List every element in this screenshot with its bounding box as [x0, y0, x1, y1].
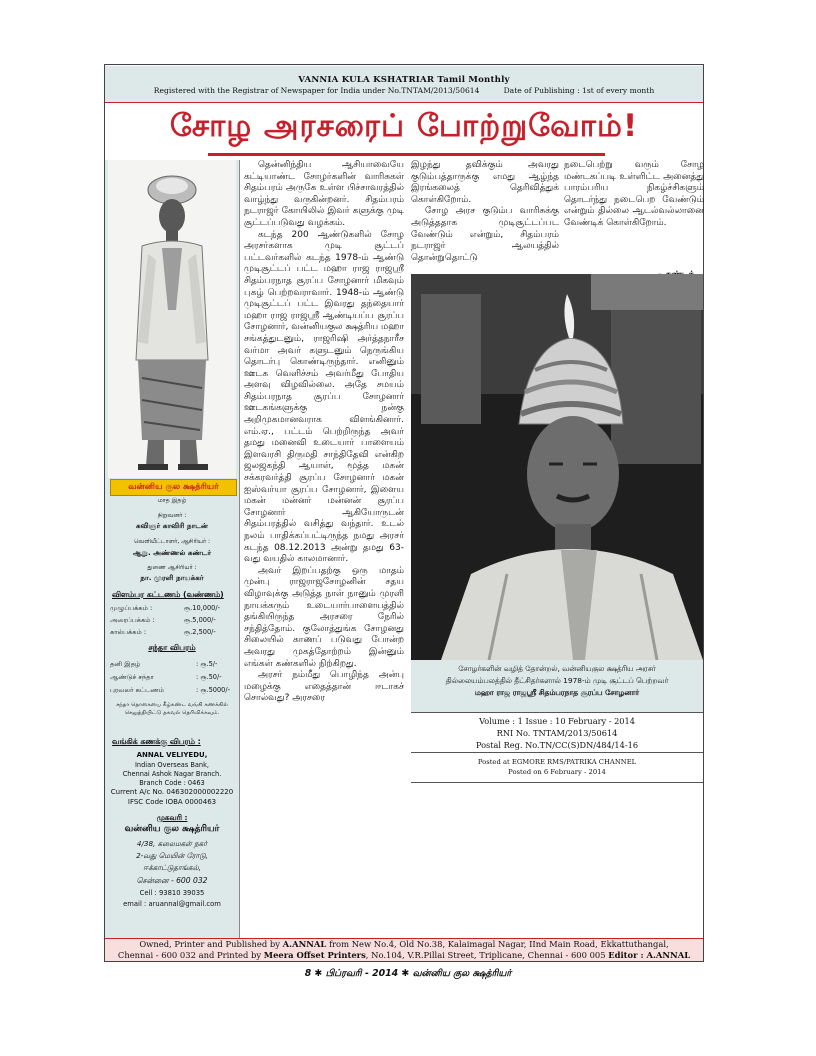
bank-line: Indian Overseas Bank, — [134, 761, 210, 769]
publisher-label: வெளியீட்டாளர், ஆசிரியர் : — [133, 538, 211, 545]
article-column-3 — [564, 160, 704, 230]
publication-title: VANNIA KULA KSHATRIAR Tamil Monthly — [298, 75, 510, 85]
masthead-subtitle: மாத இதழ் — [157, 497, 187, 504]
masthead-header — [105, 66, 703, 103]
subscription-row: புரவலர் கட்டணம் : ரூ.5000/- — [110, 686, 230, 694]
bank-line: Branch Code : 0463 — [139, 779, 205, 787]
assoc-editor-label: துணை ஆசிரியர் : — [147, 564, 197, 571]
publisher-name: ஆறு. அண்ணல் கண்டர் — [132, 548, 212, 557]
headline-box — [105, 104, 703, 160]
posting-info: Posted at EGMORE RMS/PATRIKA CHANNEL Posted on 6 February - 2014 — [411, 753, 703, 783]
photo-caption: சோழர்களின் வழித் தோன்றல், வன்னியகுல க்ஷத்ரிய அரசர் தில்லையம்பலத்தில் தீட்சிதர்களால் 1978-ம் முடி சூட்டப் பெற்றவர் மஹா ராஜ ராஜஸ்ரீ சிதம்பரநாத சூரப்ப சோழனார் — [411, 660, 703, 712]
registration-line: Registered with the Registrar of Newspaper for India under No.TNTAM/2013/50614 — [153, 86, 480, 95]
ad-rate-row: கால்பக்கம் : ரூ.2,500/- — [110, 628, 216, 636]
subscription-heading: சந்தா விபரம் — [148, 643, 196, 652]
article-paragraph: இழந்து தவிக்கும் அவரது குடும்பத்தாருக்கு எமது ஆழ்ந்த இரங்கலைத் தெரிவித்துக் கொள்கிறோம். — [411, 160, 559, 205]
king-photo — [411, 274, 703, 660]
bank-line: Chennai Ashok Nagar Branch. — [122, 770, 222, 778]
portrait-photo — [108, 160, 236, 478]
ifsc-code: IFSC Code IOBA 0000463 — [127, 798, 217, 806]
ad-rate-row: அரைப்பக்கம் : ரூ.5,000/- — [110, 616, 216, 624]
subscription-note: சந்தா தொகையை கீழ்கண்ட வங்கி கணக்கில் செலுத்தியிட்டு தகவல் தெரிவிக்கவும். — [116, 702, 228, 716]
address-title: வன்னிய குல க்ஷத்ரியர் — [124, 824, 220, 834]
email-address: email : aruannal@gmail.com — [123, 900, 221, 908]
page-number-line: 8 ✱ பிப்ரவரி - 2014 ✱ வன்னிய குல க்ஷத்ரியர் — [304, 968, 512, 979]
headline-rule — [208, 153, 605, 156]
cell-number: Cell : 93810 39035 — [139, 889, 205, 897]
masthead-name: வன்னிய குல க்ஷத்ரியர் — [110, 479, 237, 496]
ad-rate-row: முழுப்பக்கம் : ரூ.10,000/- — [110, 604, 220, 612]
founder-label: நிறுவனர் : — [157, 512, 187, 519]
article-paragraph: சோழ அரச குடும்ப வாரிசுக்கு அடுத்ததாக முடிசூட்டப்பட வேண்டும் என்றும், சிதம்பரம் நடராஜர் ஆலயத்தில் தொன்றுதொட்டு — [411, 206, 559, 263]
article-column-2 — [411, 160, 559, 264]
subscription-row: ஆண்டுச் சந்தா : ரூ.50/- — [110, 673, 222, 681]
article-paragraph: அரசர் நம்மீது பொழிந்த அன்பு மழைக்கு எதைத்தான் ஈடாகச் சொல்வது? அரசரை — [244, 670, 404, 704]
article-paragraph: தென்னிந்திய ஆசியாவையே கட்டியாண்ட சோழர்களின் வாரிசுகள் சிதம்பரம் அருகே உள்ள பிச்சாவரத்தில் வாழ்ந்து வருகின்றனர். சிதம்பரம் நடராஜர் கோயிலில் இவர் களுக்கு முடி சூட்டப்படுவது வழக்கம். — [244, 160, 404, 228]
bank-account-name: ANNAL VELIYEDU, — [136, 751, 208, 759]
volume-info: Volume : 1 Issue : 10 February - 2014 RNI No. TNTAM/2013/50614 Postal Reg. No.TN/CC(S)DN/484/14-16 — [411, 712, 703, 753]
address-city: சென்னை - 600 032 — [136, 876, 208, 885]
article-paragraph: அவர் இறப்பதற்கு ஒரு மாதம் முன்பு ராஜராஜசோழனின் சதய விழாவுக்கு அடுத்த நாள் நானும் முரளி நாயக்கரும் உடையார்பாளையத்தில் தங்கியிருந்த அரசரை நேரில் சந்தித்தோம். குலோத்துங்க சோழனது சிலையில் காணப் படுவது போன்ற அவரது முகத்தோற்றம் இன்னும் எங்கள் கண்களில் நிற்கிறது. — [244, 565, 404, 669]
publishing-date: Date of Publishing : 1st of every month — [503, 86, 655, 95]
account-number: Current A/c No. 046302000002220 — [110, 788, 234, 796]
imprint-footer: Owned, Printer and Published by A.ANNAL from New No.4, Old No.38, Kalaimagal Nagar, IInd Main Road, Ekkattuthangal, Chennai - 600 032 and Printed by Meera Offset Printers, No.104, V.R.Pillai Street, Triplicane, Chennai - 600 005 Editor : A.ANNAL — [105, 938, 703, 961]
ad-rates-heading: விளம்பர கட்டணம் (வண்ணம்) — [112, 590, 224, 599]
address-label: முகவரி : — [156, 813, 188, 822]
bank-heading: வங்கிக் கணக்கு விபரம் : — [112, 737, 201, 746]
address-line: 2-வது மெயின் ரோடு, — [136, 851, 208, 860]
address-line: 4/38, கலைமகள் நகர் — [136, 839, 208, 848]
article-column-1 — [244, 160, 404, 940]
assoc-editor-name: நா. முரளி நாயக்கர் — [140, 573, 204, 582]
article-paragraph: நடைபெற்று வரும் சோழ மண்டகப்படி உள்ளிட்ட அனைத்து பாரம்பரிய நிகழ்ச்சிகளும் தொடர்ந்து நடைபெற வேண்டும் என்றும் தில்லை ஆடல்வல்லானை வேண்டிக் கொள்கிறோம். — [564, 160, 704, 228]
article-paragraph: கடந்த 200 ஆண்டுகளில் சோழ அரசர்களாக முடி சூட்டப் பட்டவர்களில் கடந்த 1978-ம் ஆண்டு முடிசூட்டப் பட்ட மஹா ராஜ ராஜஸ்ரீ சிதம்பரநாத சூரப்ப சோழனார் மிகவும் புகழ் பெற்றவராவார். 1948-ம் ஆண்டு முடிசூட்டப் பட்ட இவரது தந்தையார் மஹா ராஜ ராஜஸ்ரீ ஆண்டியப்ப சூரப்ப சோழனார், வன்னியகுல க்ஷத்ரிய மஹா சங்கத்துடனும், ராஜரிஷி அர்த்தநாரீச வர்மா அவர் களுடனும் நெருங்கிய தொடர்பு கொண்டிருந்தார். எனினும் ஊடக வெளிச்சம் அவர்மீது போதிய அளவு விழவில்லை. அதே சமயம் சிதம்பரநாத சூரப்ப சோழனார் ஊடகங்களுக்கு நன்கு அறிமுகமானவராக விளங்கினார். எம்.ஏ., பட்டம் பெற்றிருந்த அவர் தமது மனைவி உடையார் பாளையம் இளவரசி திருமதி சாந்திதேவி என்கிற ஜலஜகந்தி ஆயாள், மூத்த மகன் சக்கரவர்த்தி சூரப்ப சோழனார் மகன் ஐஸ்வர்யா சூரப்ப சோழனார், இளைய மகன் மன்னர் மன்னன் சூரப்ப சோழனார் ஆகியோருடன் சிதம்பரத்தில் வசித்து வந்தார். உடல் நலம் பாதிக்கப்பட்டிருந்த நமது அரசர் கடந்த 08.12.2013 அன்று தமது 63-வது வயதில் காலமானார். — [244, 229, 404, 565]
page-headline: சோழ அரசரைப் போற்றுவோம்! — [169, 108, 639, 144]
subscription-row: தனி இதழ் : ரூ.5/- — [110, 660, 218, 668]
address-line: ஈக்காட்டுதாங்கல், — [143, 863, 201, 872]
founder-name: கவிஞர் காவிரி நாடன் — [135, 521, 208, 530]
